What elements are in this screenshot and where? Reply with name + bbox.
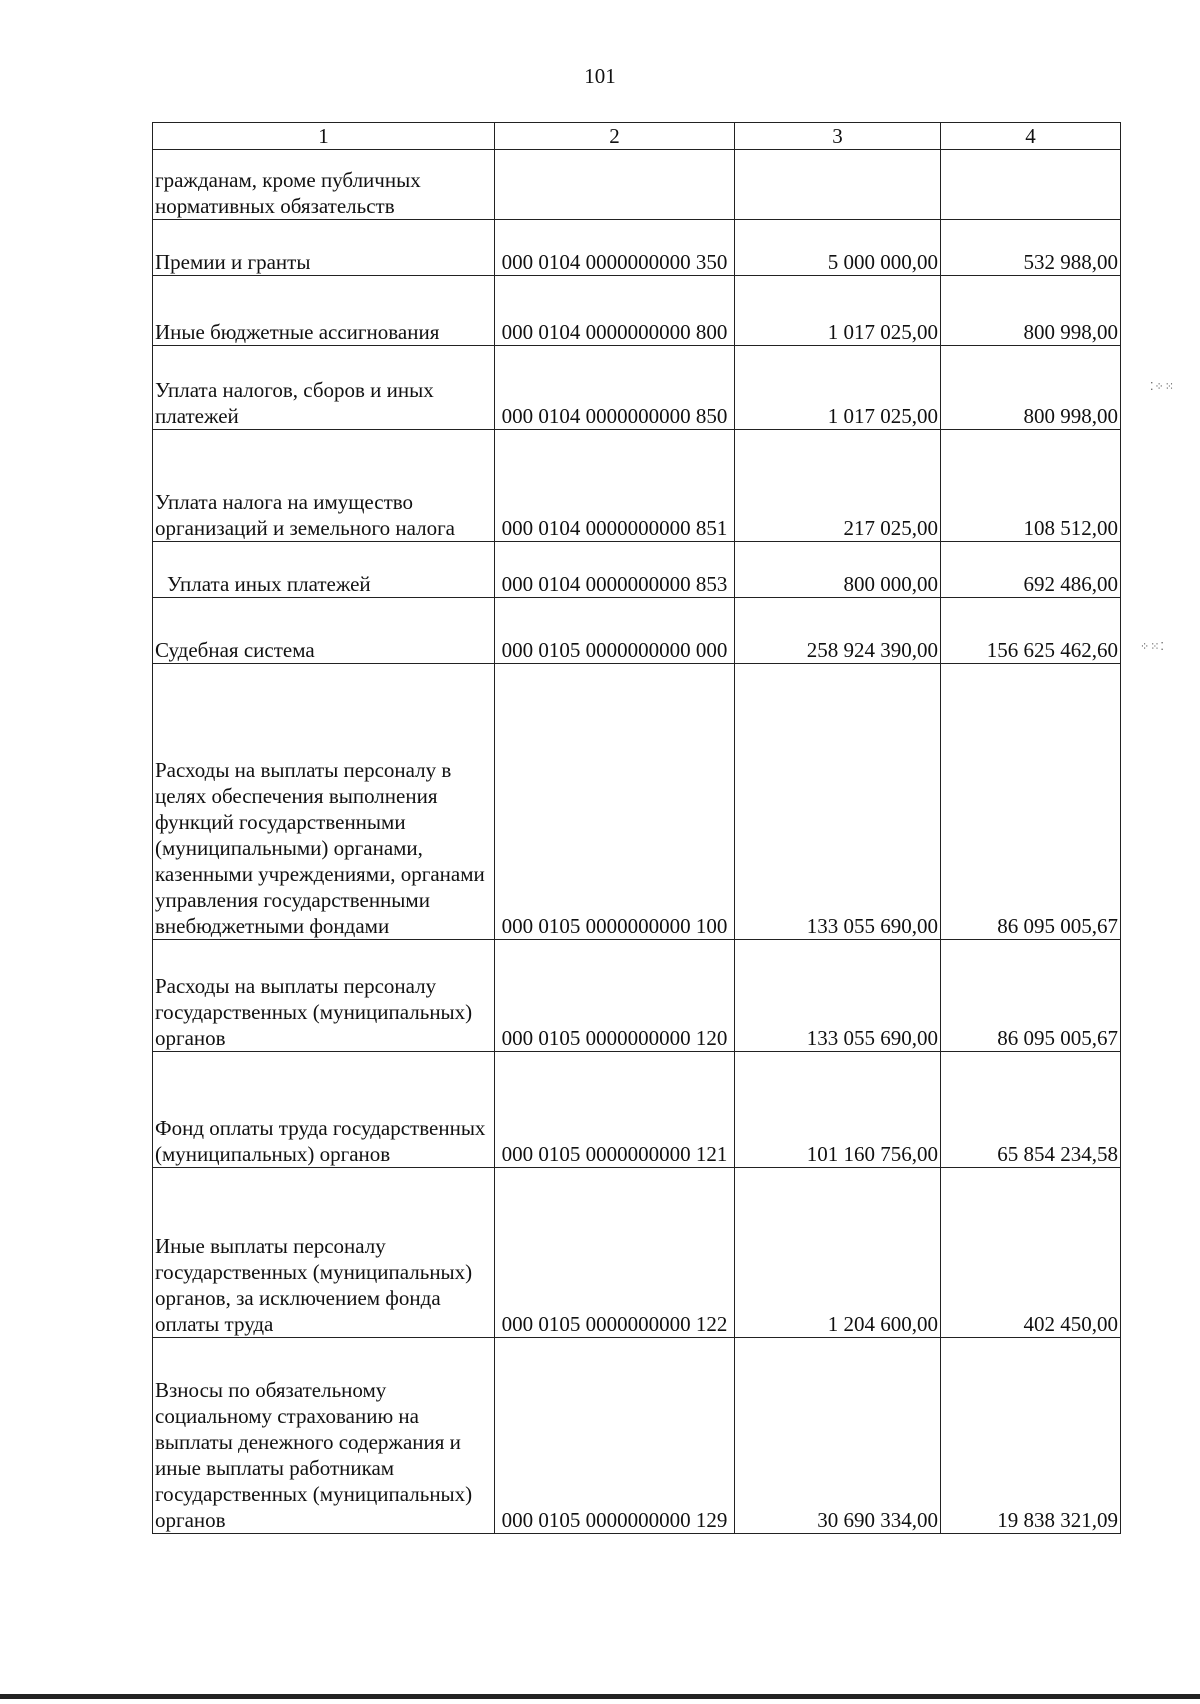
- column-header-2: 2: [495, 123, 735, 150]
- table-row: [153, 940, 1121, 1052]
- row-plan-amount-cell: 258 924 390,00: [735, 598, 941, 664]
- row-code-cell: 000 0104 0000000000 350: [495, 220, 735, 276]
- table-header: [153, 123, 1121, 150]
- row-name-cell: Фонд оплаты труда государственных (муниципальных) органов: [153, 1052, 495, 1168]
- scan-artifact: ⁘⁙⁚: [1140, 641, 1165, 653]
- row-name-cell: Расходы на выплаты персоналу в целях обеспечения выполнения функций государственными (муниципальными) органами, казенными учреждениями, органами управления государственными внебюджетными фондами: [153, 664, 495, 940]
- column-header-3: 3: [735, 123, 941, 150]
- row-code-cell: [495, 150, 735, 220]
- row-name-cell: Расходы на выплаты персоналу государственных (муниципальных) органов: [153, 940, 495, 1052]
- row-actual-amount-cell: 86 095 005,67: [941, 664, 1121, 940]
- row-code-cell: 000 0104 0000000000 851: [495, 430, 735, 542]
- row-actual-amount-cell: 86 095 005,67: [941, 940, 1121, 1052]
- row-name-cell: Уплата налога на имущество организаций и земельного налога: [153, 430, 495, 542]
- row-plan-amount-cell: 1 204 600,00: [735, 1168, 941, 1338]
- row-plan-amount-cell: 217 025,00: [735, 430, 941, 542]
- row-code-cell: 000 0104 0000000000 800: [495, 276, 735, 346]
- row-actual-amount-cell: [941, 150, 1121, 220]
- row-code-cell: 000 0105 0000000000 000: [495, 598, 735, 664]
- row-name-cell: Взносы по обязательному социальному страхованию на выплаты денежного содержания и иные выплаты работникам государственных (муниципальных) органов: [153, 1338, 495, 1534]
- row-name-cell: гражданам, кроме публичных нормативных обязательств: [153, 150, 495, 220]
- page-number: 101: [584, 64, 616, 88]
- table-row: [153, 220, 1121, 276]
- row-actual-amount-cell: 402 450,00: [941, 1168, 1121, 1338]
- row-plan-amount-cell: [735, 150, 941, 220]
- row-plan-amount-cell: 800 000,00: [735, 542, 941, 598]
- row-code-cell: 000 0104 0000000000 850: [495, 346, 735, 430]
- table-row: [153, 150, 1121, 220]
- row-plan-amount-cell: 101 160 756,00: [735, 1052, 941, 1168]
- row-code-cell: 000 0105 0000000000 120: [495, 940, 735, 1052]
- row-actual-amount-cell: 692 486,00: [941, 542, 1121, 598]
- row-name-cell: Уплата иных платежей: [153, 542, 495, 598]
- table-row: [153, 598, 1121, 664]
- table-row: [153, 1338, 1121, 1534]
- table-row: [153, 664, 1121, 940]
- row-name-cell: Уплата налогов, сборов и иных платежей: [153, 346, 495, 430]
- row-name-cell: Иные бюджетные ассигнования: [153, 276, 495, 346]
- scan-artifact: ⁚⁘⁙: [1150, 381, 1175, 393]
- table-row: [153, 1168, 1121, 1338]
- column-header-4: 4: [941, 123, 1121, 150]
- page-edge-rule: [0, 1694, 1200, 1699]
- row-plan-amount-cell: 30 690 334,00: [735, 1338, 941, 1534]
- row-actual-amount-cell: 19 838 321,09: [941, 1338, 1121, 1534]
- row-code-cell: 000 0104 0000000000 853: [495, 542, 735, 598]
- table-row: [153, 346, 1121, 430]
- header-row: [153, 123, 1121, 150]
- table-row: [153, 542, 1121, 598]
- row-actual-amount-cell: 532 988,00: [941, 220, 1121, 276]
- row-plan-amount-cell: 1 017 025,00: [735, 276, 941, 346]
- table-row: [153, 1052, 1121, 1168]
- row-name-cell: Иные выплаты персоналу государственных (муниципальных) органов, за исключением фонда оплаты труда: [153, 1168, 495, 1338]
- budget-table: [152, 122, 1121, 1534]
- row-actual-amount-cell: 800 998,00: [941, 346, 1121, 430]
- row-plan-amount-cell: 133 055 690,00: [735, 664, 941, 940]
- row-code-cell: 000 0105 0000000000 100: [495, 664, 735, 940]
- row-actual-amount-cell: 65 854 234,58: [941, 1052, 1121, 1168]
- table-row: [153, 430, 1121, 542]
- row-code-cell: 000 0105 0000000000 121: [495, 1052, 735, 1168]
- row-name-cell: Судебная система: [153, 598, 495, 664]
- row-actual-amount-cell: 108 512,00: [941, 430, 1121, 542]
- row-plan-amount-cell: 1 017 025,00: [735, 346, 941, 430]
- row-plan-amount-cell: 5 000 000,00: [735, 220, 941, 276]
- row-code-cell: 000 0105 0000000000 122: [495, 1168, 735, 1338]
- row-code-cell: 000 0105 0000000000 129: [495, 1338, 735, 1534]
- table-row: [153, 276, 1121, 346]
- table-body: [153, 150, 1121, 1534]
- row-actual-amount-cell: 800 998,00: [941, 276, 1121, 346]
- row-name-cell: Премии и гранты: [153, 220, 495, 276]
- row-actual-amount-cell: 156 625 462,60: [941, 598, 1121, 664]
- row-plan-amount-cell: 133 055 690,00: [735, 940, 941, 1052]
- column-header-1: 1: [153, 123, 495, 150]
